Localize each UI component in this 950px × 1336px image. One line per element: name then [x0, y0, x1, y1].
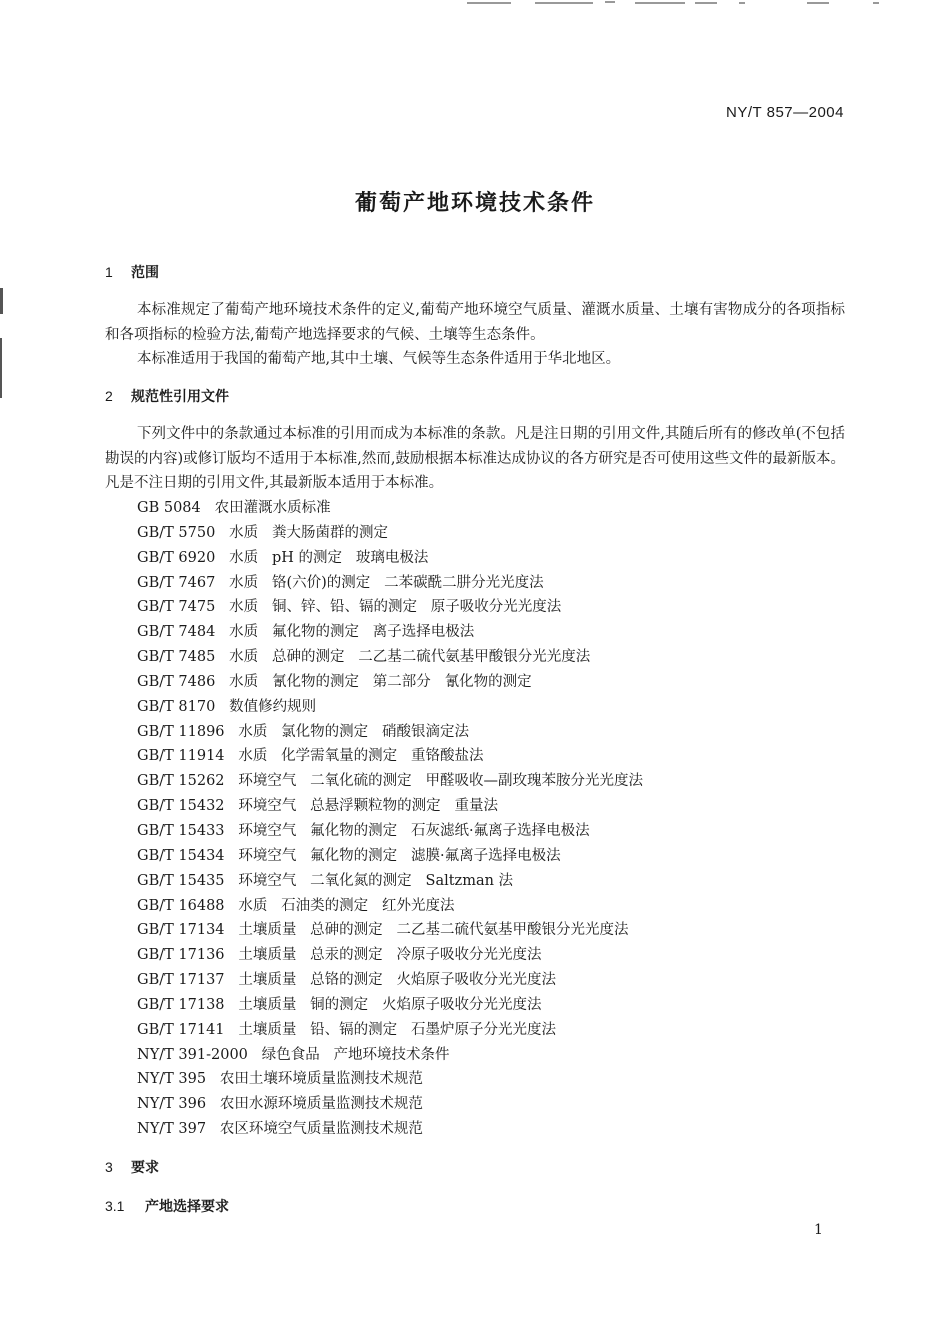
section-1-heading — [105, 262, 159, 282]
section-2-paragraph-1: 下列文件中的条款通过本标准的引用而成为本标准的条款。凡是注日期的引用文件,其随后所有的修改单(不包括勘误的内容)或修订版均不适用于本标准,然而,鼓励根据本标准达成协议的各方研究是否可使用这些文件的最新版本。凡是不注日期的引用文件,其最新版本适用于本标准。 — [105, 426, 845, 491]
reference-item: GB/T 7484 水质 氟化物的测定 离子选择电极法 — [137, 624, 475, 641]
reference-item: GB/T 8170 数值修约规则 — [137, 698, 317, 715]
normative-references-list — [137, 496, 643, 1142]
reference-item: GB/T 17134 土壤质量 总砷的测定 二乙基二硫代氨基甲酸银分光光度法 — [137, 922, 629, 939]
section-3-heading — [105, 1157, 159, 1177]
document-title: 葡萄产地环境技术条件 — [354, 191, 595, 216]
reference-item: GB/T 5750 水质 粪大肠菌群的测定 — [137, 524, 388, 541]
scan-artifact-top — [455, 0, 875, 8]
reference-item: GB/T 11896 水质 氯化物的测定 硝酸银滴定法 — [137, 723, 470, 740]
reference-item: GB/T 17141 土壤质量 铅、镉的测定 石墨炉原子分光光度法 — [137, 1021, 557, 1038]
section-number: 2 — [105, 388, 113, 404]
section-number: 3.1 — [105, 1198, 125, 1214]
reference-item: GB/T 11914 水质 化学需氧量的测定 重铬酸盐法 — [137, 748, 484, 765]
section-3-1-heading — [105, 1196, 229, 1216]
section-1-paragraph-2: 本标准适用于我国的葡萄产地,其中土壤、气候等生态条件适用于华北地区。 — [137, 351, 621, 367]
reference-item: GB/T 17138 土壤质量 铜的测定 火焰原子吸收分光光度法 — [137, 996, 542, 1013]
section-2-heading — [105, 386, 229, 406]
reference-item: NY/T 395 农田土壤环境质量监测技术规范 — [137, 1071, 423, 1088]
reference-item: GB/T 15262 环境空气 二氧化硫的测定 甲醛吸收—副玫瑰苯胺分光光度法 — [137, 773, 644, 790]
section-title: 产地选择要求 — [145, 1199, 229, 1215]
reference-item: GB/T 15432 环境空气 总悬浮颗粒物的测定 重量法 — [137, 798, 499, 815]
reference-item: GB/T 15434 环境空气 氟化物的测定 滤膜·氟离子选择电极法 — [137, 847, 561, 864]
section-1-paragraph-1: 本标准规定了葡萄产地环境技术条件的定义,葡萄产地环境空气质量、灌溉水质量、土壤有害物成分的各项指标和各项指标的检验方法,葡萄产地选择要求的气候、土壤等生态条件。 — [105, 302, 845, 343]
section-title: 范围 — [131, 265, 159, 281]
reference-item: GB 5084 农田灌溉水质标准 — [137, 500, 331, 516]
document-code: NY/T 857—2004 — [726, 104, 844, 121]
reference-item: GB/T 6920 水质 pH 的测定 玻璃电极法 — [137, 549, 429, 566]
page-number: 1 — [814, 1222, 823, 1238]
reference-item: NY/T 396 农田水源环境质量监测技术规范 — [137, 1096, 423, 1113]
reference-item: GB/T 7475 水质 铜、锌、铅、镉的测定 原子吸收分光光度法 — [137, 599, 562, 616]
reference-item: NY/T 397 农区环境空气质量监测技术规范 — [137, 1121, 423, 1138]
reference-item: GB/T 17136 土壤质量 总汞的测定 冷原子吸收分光光度法 — [137, 947, 542, 964]
reference-item: GB/T 15433 环境空气 氟化物的测定 石灰滤纸·氟离子选择电极法 — [137, 822, 590, 839]
section-title: 要求 — [131, 1160, 159, 1176]
scan-artifact-left-edge — [0, 338, 2, 398]
reference-item: GB/T 7467 水质 铬(六价)的测定 二苯碳酰二肼分光光度法 — [137, 574, 544, 591]
reference-item: GB/T 15435 环境空气 二氧化氮的测定 Saltzman 法 — [137, 872, 514, 889]
reference-item: GB/T 7485 水质 总砷的测定 二乙基二硫代氨基甲酸银分光光度法 — [137, 649, 591, 666]
scan-artifact-left-edge — [0, 288, 3, 314]
reference-item: GB/T 7486 水质 氰化物的测定 第二部分 氰化物的测定 — [137, 673, 532, 690]
section-number: 3 — [105, 1159, 113, 1175]
reference-item: GB/T 16488 水质 石油类的测定 红外光度法 — [137, 897, 455, 914]
section-title: 规范性引用文件 — [131, 389, 229, 405]
reference-item: GB/T 17137 土壤质量 总铬的测定 火焰原子吸收分光光度法 — [137, 972, 557, 989]
reference-item: NY/T 391-2000 绿色食品 产地环境技术条件 — [137, 1046, 450, 1063]
section-number: 1 — [105, 264, 113, 280]
